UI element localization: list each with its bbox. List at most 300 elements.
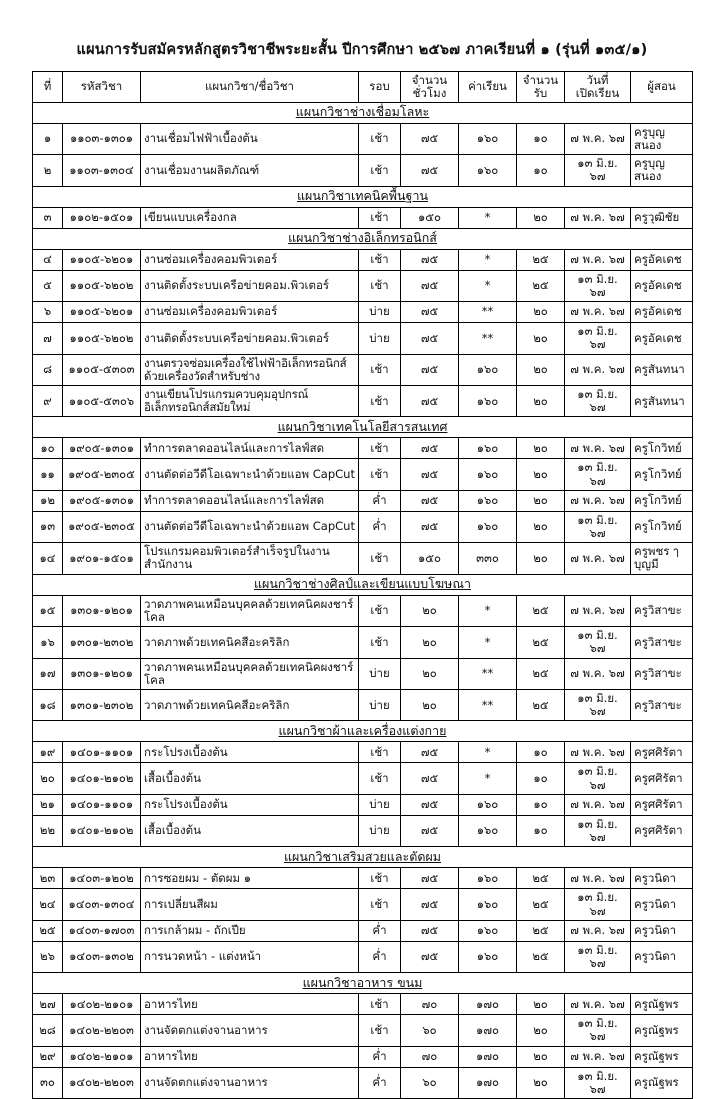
- cell-hours: ๗๕: [401, 868, 459, 889]
- column-header-hours-line1: จำนวน: [411, 73, 448, 87]
- cell-fee: ๑๖๐: [459, 123, 517, 154]
- cell-seats: ๒๕: [517, 595, 565, 626]
- table-row: [33, 920, 693, 941]
- cell-hours: ๗๕: [401, 302, 459, 323]
- cell-no: ๑๙: [33, 742, 63, 763]
- cell-seats: ๑๐: [517, 815, 565, 846]
- cell-seats: ๒๕: [517, 249, 565, 270]
- cell-round: ค่ำ: [359, 941, 401, 972]
- cell-no: ๒: [33, 155, 63, 186]
- cell-hours: ๗๕: [401, 155, 459, 186]
- cell-code: ๑๔๐๑-๒๑๐๒: [63, 763, 141, 794]
- cell-no: ๒๑: [33, 794, 63, 815]
- cell-hours: ๑๕๐: [401, 543, 459, 574]
- cell-hours: ๗๕: [401, 794, 459, 815]
- cell-course-name: การเกล้าผม - ถักเปีย: [141, 920, 359, 941]
- cell-start-date: ๑๓ มิ.ย. ๖๗: [565, 941, 631, 972]
- page-title: แผนการรับสมัครหลักสูตรวิชาชีพระยะสั้น ปีการศึกษา ๒๕๖๗ ภาคเรียนที่ ๑ (รุ่นที่ ๑๓๕/๑): [76, 42, 648, 58]
- cell-teacher: ครูศศิรัตา: [631, 763, 693, 794]
- cell-teacher: ครูณัฐพร: [631, 1015, 693, 1046]
- column-header-hours-line2: ชั่วโมง: [412, 85, 447, 100]
- cell-no: ๑๐: [33, 438, 63, 459]
- cell-round: ค่ำ: [359, 920, 401, 941]
- cell-code: ๑๔๐๓-๑๒๐๒: [63, 868, 141, 889]
- cell-teacher: ครูณัฐพร: [631, 994, 693, 1015]
- cell-course-name: งานติดตั้งระบบเครือข่ายคอม.พิวเตอร์: [141, 270, 359, 301]
- cell-course-name: ทำการตลาดออนไลน์และการไลฟ์สด: [141, 490, 359, 511]
- cell-no: ๑๑: [33, 459, 63, 490]
- cell-course-name: อาหารไทย: [141, 1046, 359, 1067]
- cell-fee: ๑๖๐: [459, 438, 517, 459]
- cell-hours: ๗๕: [401, 438, 459, 459]
- cell-round: บ่าย: [359, 658, 401, 689]
- cell-code: ๑๔๐๒-๒๒๐๓: [63, 1015, 141, 1046]
- cell-hours: ๗๕: [401, 941, 459, 972]
- cell-seats: ๒๕: [517, 658, 565, 689]
- cell-seats: ๒๕: [517, 920, 565, 941]
- cell-round: เช้า: [359, 385, 401, 416]
- cell-course-name: งานจัดตกแต่งจานอาหาร: [141, 1015, 359, 1046]
- cell-teacher: ครูวนิดา: [631, 889, 693, 920]
- column-header-name: แผนกวิชา/ชื่อวิชา: [141, 72, 359, 103]
- cell-round: เช้า: [359, 249, 401, 270]
- cell-start-date: ๑๓ มิ.ย. ๖๗: [565, 323, 631, 354]
- cell-start-date: ๑๓ มิ.ย. ๖๗: [565, 889, 631, 920]
- cell-code: ๑๑๐๕-๖๒๐๑: [63, 302, 141, 323]
- cell-code: ๑๙๐๕-๒๓๐๕: [63, 511, 141, 542]
- cell-fee: ๓๓๐: [459, 543, 517, 574]
- table-row: [33, 889, 693, 920]
- cell-course-name: งานเชื่อมงานผลิตภัณฑ์: [141, 155, 359, 186]
- cell-code: ๑๔๐๑-๑๑๐๑: [63, 794, 141, 815]
- table-row: [33, 1015, 693, 1046]
- cell-teacher: ครูพชร ๅ บุญมี: [631, 543, 693, 574]
- cell-no: ๙: [33, 385, 63, 416]
- cell-fee: *: [459, 763, 517, 794]
- cell-hours: ๒๐: [401, 690, 459, 721]
- cell-start-date: ๗ พ.ค. ๖๗: [565, 543, 631, 574]
- cell-seats: ๒๐: [517, 459, 565, 490]
- cell-hours: ๗๕: [401, 742, 459, 763]
- cell-round: บ่าย: [359, 794, 401, 815]
- cell-hours: ๒๐: [401, 627, 459, 658]
- cell-teacher: ครูวนิดา: [631, 920, 693, 941]
- cell-fee: ๑๖๐: [459, 155, 517, 186]
- cell-round: เช้า: [359, 270, 401, 301]
- cell-start-date: ๗ พ.ค. ๖๗: [565, 742, 631, 763]
- cell-code: ๑๔๐๒-๒๑๐๑: [63, 1046, 141, 1067]
- cell-code: ๑๔๐๑-๒๑๐๒: [63, 815, 141, 846]
- cell-code: ๑๑๐๕-๕๓๐๖: [63, 385, 141, 416]
- cell-no: ๑๓: [33, 511, 63, 542]
- column-header-no: ที่: [33, 72, 63, 103]
- cell-hours: ๗๕: [401, 354, 459, 385]
- cell-no: ๑๗: [33, 658, 63, 689]
- cell-seats: ๒๐: [517, 1046, 565, 1067]
- cell-hours: ๗๕: [401, 815, 459, 846]
- cell-course-name: วาดภาพด้วยเทคนิคสีอะคริลิก: [141, 627, 359, 658]
- cell-code: ๑๔๐๓-๑๗๐๓: [63, 920, 141, 941]
- cell-fee: ๑๖๐: [459, 794, 517, 815]
- cell-hours: ๗๕: [401, 323, 459, 354]
- cell-hours: ๗๐: [401, 1046, 459, 1067]
- cell-teacher: ครูอัคเดช: [631, 302, 693, 323]
- cell-round: บ่าย: [359, 323, 401, 354]
- cell-no: ๕: [33, 270, 63, 301]
- cell-teacher: ครูอัคเดช: [631, 249, 693, 270]
- cell-start-date: ๑๓ มิ.ย. ๖๗: [565, 815, 631, 846]
- cell-code: ๑๙๐๕-๒๓๐๕: [63, 459, 141, 490]
- cell-hours: ๑๕๐: [401, 207, 459, 228]
- cell-code: ๑๓๐๑-๒๓๐๒: [63, 627, 141, 658]
- cell-start-date: ๑๓ มิ.ย. ๖๗: [565, 155, 631, 186]
- table-row: [33, 511, 693, 542]
- cell-round: เช้า: [359, 459, 401, 490]
- cell-seats: ๒๐: [517, 207, 565, 228]
- cell-round: ค่ำ: [359, 511, 401, 542]
- table-row: [33, 490, 693, 511]
- cell-start-date: ๑๓ มิ.ย. ๖๗: [565, 690, 631, 721]
- department-group-row: [33, 417, 693, 438]
- cell-hours: ๗๕: [401, 763, 459, 794]
- cell-teacher: ครูวิสาขะ: [631, 627, 693, 658]
- table-row: [33, 323, 693, 354]
- cell-code: ๑๔๐๑-๑๑๐๑: [63, 742, 141, 763]
- department-group-row: [33, 186, 693, 207]
- cell-fee: **: [459, 302, 517, 323]
- table-row: [33, 658, 693, 689]
- cell-round: บ่าย: [359, 302, 401, 323]
- cell-no: ๑๔: [33, 543, 63, 574]
- cell-code: ๑๙๐๕-๑๓๐๑: [63, 490, 141, 511]
- cell-start-date: ๑๓ มิ.ย. ๖๗: [565, 385, 631, 416]
- cell-no: ๒๖: [33, 941, 63, 972]
- cell-course-name: เสื้อเบื้องต้น: [141, 763, 359, 794]
- cell-round: ค่ำ: [359, 490, 401, 511]
- cell-code: ๑๙๐๕-๑๓๐๑: [63, 438, 141, 459]
- cell-round: ค่ำ: [359, 1067, 401, 1098]
- cell-course-name: งานจัดตกแต่งจานอาหาร: [141, 1067, 359, 1098]
- cell-hours: ๒๐: [401, 658, 459, 689]
- cell-round: เช้า: [359, 354, 401, 385]
- course-schedule-table: [32, 71, 693, 1099]
- cell-course-name: กระโปรงเบื้องต้น: [141, 742, 359, 763]
- cell-round: เช้า: [359, 543, 401, 574]
- cell-seats: ๒๐: [517, 1015, 565, 1046]
- cell-code: ๑๑๐๓-๑๓๐๑: [63, 123, 141, 154]
- cell-course-name: วาดภาพคนเหมือนบุคคลด้วยเทคนิคผงชาร์โคล: [141, 595, 359, 626]
- cell-hours: ๗๕: [401, 511, 459, 542]
- cell-start-date: ๗ พ.ค. ๖๗: [565, 490, 631, 511]
- column-header-seats-line2: รับ: [533, 85, 548, 100]
- department-group-row: [33, 973, 693, 994]
- department-group-row: [33, 228, 693, 249]
- cell-start-date: ๑๓ มิ.ย. ๖๗: [565, 511, 631, 542]
- cell-teacher: ครูอัคเดช: [631, 323, 693, 354]
- cell-no: ๖: [33, 302, 63, 323]
- cell-seats: ๒๕: [517, 270, 565, 301]
- cell-code: ๑๙๐๑-๑๕๐๑: [63, 543, 141, 574]
- cell-seats: ๒๐: [517, 543, 565, 574]
- cell-no: ๒๔: [33, 889, 63, 920]
- department-group-label: แผนกวิชาผ้าและเครื่องแต่งกาย: [33, 721, 693, 742]
- cell-teacher: ครูโกวิทย์: [631, 438, 693, 459]
- department-group-row: [33, 847, 693, 868]
- cell-course-name: การซอยผม - ตัดผม ๑: [141, 868, 359, 889]
- table-body: [33, 102, 693, 1098]
- cell-teacher: ครูวิสาขะ: [631, 690, 693, 721]
- cell-hours: ๗๕: [401, 490, 459, 511]
- cell-course-name: ทำการตลาดออนไลน์และการไลฟ์สด: [141, 438, 359, 459]
- cell-teacher: ครูวนิดา: [631, 868, 693, 889]
- cell-start-date: ๗ พ.ค. ๖๗: [565, 994, 631, 1015]
- cell-teacher: ครูศศิรัตา: [631, 742, 693, 763]
- cell-fee: ๑๖๐: [459, 511, 517, 542]
- cell-fee: *: [459, 249, 517, 270]
- cell-fee: *: [459, 595, 517, 626]
- cell-seats: ๒๐: [517, 302, 565, 323]
- cell-teacher: ครูโกวิทย์: [631, 459, 693, 490]
- cell-hours: ๗๕: [401, 459, 459, 490]
- cell-course-name: การเปลี่ยนสีผม: [141, 889, 359, 920]
- cell-code: ๑๔๐๒-๒๒๐๓: [63, 1067, 141, 1098]
- cell-start-date: ๗ พ.ค. ๖๗: [565, 595, 631, 626]
- table-row: [33, 794, 693, 815]
- cell-teacher: ครูอัคเดช: [631, 270, 693, 301]
- cell-round: เช้า: [359, 994, 401, 1015]
- table-row: [33, 868, 693, 889]
- cell-seats: ๑๐: [517, 763, 565, 794]
- cell-seats: ๒๐: [517, 385, 565, 416]
- cell-course-name: โปรแกรมคอมพิวเตอร์สำเร็จรูปในงานสำนักงาน: [141, 543, 359, 574]
- cell-seats: ๒๕: [517, 868, 565, 889]
- cell-round: เช้า: [359, 868, 401, 889]
- cell-fee: ๑๖๐: [459, 920, 517, 941]
- department-group-label: แผนกวิชาช่างเชื่อมโลหะ: [33, 102, 693, 123]
- cell-seats: ๑๐: [517, 123, 565, 154]
- cell-start-date: ๗ พ.ค. ๖๗: [565, 302, 631, 323]
- cell-start-date: ๑๓ มิ.ย. ๖๗: [565, 763, 631, 794]
- cell-code: ๑๑๐๒-๑๕๐๑: [63, 207, 141, 228]
- cell-fee: ๑๖๐: [459, 815, 517, 846]
- cell-round: เช้า: [359, 438, 401, 459]
- table-row: [33, 207, 693, 228]
- cell-code: ๑๑๐๕-๕๓๐๓: [63, 354, 141, 385]
- table-row: [33, 155, 693, 186]
- cell-no: ๓: [33, 207, 63, 228]
- cell-fee: *: [459, 270, 517, 301]
- table-row: [33, 270, 693, 301]
- cell-no: ๑๒: [33, 490, 63, 511]
- table-row: [33, 941, 693, 972]
- cell-course-name: งานเขียนโปรแกรมควบคุมอุปกรณ์อิเล็กทรอนิกส์สมัยใหม่: [141, 385, 359, 416]
- cell-seats: ๒๐: [517, 354, 565, 385]
- cell-fee: ๑๖๐: [459, 459, 517, 490]
- cell-code: ๑๑๐๓-๑๓๐๔: [63, 155, 141, 186]
- cell-fee: ๑๖๐: [459, 941, 517, 972]
- cell-fee: ๑๖๐: [459, 490, 517, 511]
- table-row: [33, 994, 693, 1015]
- cell-hours: ๖๐: [401, 1015, 459, 1046]
- cell-no: ๑๕: [33, 595, 63, 626]
- cell-teacher: ครูศศิรัตา: [631, 794, 693, 815]
- cell-round: เช้า: [359, 207, 401, 228]
- cell-course-name: เขียนแบบเครื่องกล: [141, 207, 359, 228]
- cell-round: เช้า: [359, 595, 401, 626]
- cell-no: ๒๒: [33, 815, 63, 846]
- cell-course-name: เสื้อเบื้องต้น: [141, 815, 359, 846]
- table-row: [33, 1067, 693, 1098]
- cell-round: เช้า: [359, 155, 401, 186]
- cell-teacher: ครูวุฒิชัย: [631, 207, 693, 228]
- column-header-teacher: ผู้สอน: [631, 72, 693, 103]
- cell-teacher: ครูบุญสนอง: [631, 155, 693, 186]
- cell-teacher: ครูบุญสนอง: [631, 123, 693, 154]
- cell-code: ๑๓๐๑-๑๒๐๑: [63, 658, 141, 689]
- department-group-row: [33, 721, 693, 742]
- cell-hours: ๖๐: [401, 1067, 459, 1098]
- cell-round: เช้า: [359, 627, 401, 658]
- cell-hours: ๗๕: [401, 270, 459, 301]
- cell-course-name: งานซ่อมเครื่องคอมพิวเตอร์: [141, 249, 359, 270]
- cell-seats: ๒๐: [517, 994, 565, 1015]
- cell-hours: ๗๕: [401, 889, 459, 920]
- cell-start-date: ๑๓ มิ.ย. ๖๗: [565, 270, 631, 301]
- cell-code: ๑๔๐๒-๒๑๐๑: [63, 994, 141, 1015]
- column-header-date: [565, 72, 631, 103]
- cell-fee: **: [459, 323, 517, 354]
- cell-teacher: ครูวิสาขะ: [631, 595, 693, 626]
- cell-fee: **: [459, 690, 517, 721]
- cell-no: ๘: [33, 354, 63, 385]
- cell-fee: ๑๖๐: [459, 354, 517, 385]
- cell-start-date: ๗ พ.ค. ๖๗: [565, 354, 631, 385]
- cell-start-date: ๗ พ.ค. ๖๗: [565, 658, 631, 689]
- cell-hours: ๗๕: [401, 249, 459, 270]
- cell-teacher: ครูสันทนา: [631, 354, 693, 385]
- cell-fee: ๑๗๐: [459, 1067, 517, 1098]
- cell-fee: *: [459, 742, 517, 763]
- department-group-row: [33, 102, 693, 123]
- department-group-row: [33, 574, 693, 595]
- cell-start-date: ๗ พ.ค. ๖๗: [565, 249, 631, 270]
- cell-round: เช้า: [359, 742, 401, 763]
- table-row: [33, 543, 693, 574]
- cell-course-name: อาหารไทย: [141, 994, 359, 1015]
- cell-fee: ๑๖๐: [459, 889, 517, 920]
- cell-start-date: ๗ พ.ค. ๖๗: [565, 868, 631, 889]
- table-row: [33, 438, 693, 459]
- cell-no: ๒๓: [33, 868, 63, 889]
- cell-round: เช้า: [359, 763, 401, 794]
- cell-start-date: ๗ พ.ค. ๖๗: [565, 207, 631, 228]
- table-row: [33, 1046, 693, 1067]
- cell-course-name: งานตัดต่อวีดีโอเฉพาะนำด้วยแอพ CapCut: [141, 459, 359, 490]
- department-group-label: แผนกวิชาเทคโนโลยีสารสนเทศ: [33, 417, 693, 438]
- cell-course-name: งานติดตั้งระบบเครือข่ายคอม.พิวเตอร์: [141, 323, 359, 354]
- cell-seats: ๑๐: [517, 794, 565, 815]
- cell-course-name: งานตัดต่อวีดีโอเฉพาะนำด้วยแอพ CapCut: [141, 511, 359, 542]
- cell-seats: ๒๐: [517, 490, 565, 511]
- cell-round: ค่ำ: [359, 1046, 401, 1067]
- cell-teacher: ครูวิสาขะ: [631, 658, 693, 689]
- cell-no: ๒๙: [33, 1046, 63, 1067]
- cell-seats: ๒๕: [517, 690, 565, 721]
- cell-fee: ๑๗๐: [459, 1015, 517, 1046]
- cell-teacher: ครูศศิรัตา: [631, 815, 693, 846]
- table-row: [33, 627, 693, 658]
- column-header-date-line2: เปิดเรียน: [575, 85, 620, 100]
- cell-no: ๓๐: [33, 1067, 63, 1098]
- cell-code: ๑๑๐๕-๖๒๐๒: [63, 323, 141, 354]
- cell-round: เช้า: [359, 1015, 401, 1046]
- cell-course-name: การนวดหน้า - แต่งหน้า: [141, 941, 359, 972]
- cell-round: เช้า: [359, 889, 401, 920]
- cell-start-date: ๗ พ.ค. ๖๗: [565, 794, 631, 815]
- cell-course-name: งานตรวจซ่อมเครื่องใช้ไฟฟ้าอิเล็กทรอนิกส์ด้วยเครื่องวัดสำหรับช่าง: [141, 354, 359, 385]
- table-row: [33, 354, 693, 385]
- table-row: [33, 690, 693, 721]
- column-header-hours: [401, 72, 459, 103]
- column-header-date-line1: วันที่: [586, 73, 609, 87]
- cell-start-date: ๗ พ.ค. ๖๗: [565, 920, 631, 941]
- cell-round: บ่าย: [359, 690, 401, 721]
- cell-no: ๑๖: [33, 627, 63, 658]
- cell-seats: ๒๐: [517, 511, 565, 542]
- cell-seats: ๒๕: [517, 889, 565, 920]
- table-row: [33, 385, 693, 416]
- cell-start-date: ๑๓ มิ.ย. ๖๗: [565, 627, 631, 658]
- cell-course-name: งานเชื่อมไฟฟ้าเบื้องต้น: [141, 123, 359, 154]
- cell-seats: ๒๐: [517, 438, 565, 459]
- cell-code: ๑๔๐๓-๑๓๐๔: [63, 889, 141, 920]
- column-header-code: รหัสวิชา: [63, 72, 141, 103]
- table-row: [33, 249, 693, 270]
- cell-teacher: ครูณัฐพร: [631, 1046, 693, 1067]
- cell-no: ๗: [33, 323, 63, 354]
- cell-fee: ๑๖๐: [459, 868, 517, 889]
- cell-seats: ๒๕: [517, 941, 565, 972]
- cell-code: ๑๑๐๕-๖๒๐๑: [63, 249, 141, 270]
- cell-seats: ๑๐: [517, 742, 565, 763]
- cell-start-date: ๑๓ มิ.ย. ๖๗: [565, 1067, 631, 1098]
- cell-course-name: วาดภาพคนเหมือนบุคคลด้วยเทคนิคผงชาร์โคล: [141, 658, 359, 689]
- table-row: [33, 459, 693, 490]
- cell-teacher: ครูวนิดา: [631, 941, 693, 972]
- cell-fee: **: [459, 658, 517, 689]
- table-row: [33, 302, 693, 323]
- cell-course-name: วาดภาพด้วยเทคนิคสีอะคริลิก: [141, 690, 359, 721]
- cell-fee: *: [459, 207, 517, 228]
- cell-no: ๑: [33, 123, 63, 154]
- cell-code: ๑๓๐๑-๒๓๐๒: [63, 690, 141, 721]
- table-row: [33, 742, 693, 763]
- column-header-round: รอบ: [359, 72, 401, 103]
- table-row: [33, 123, 693, 154]
- cell-seats: ๒๕: [517, 627, 565, 658]
- cell-round: เช้า: [359, 123, 401, 154]
- cell-teacher: ครูโกวิทย์: [631, 490, 693, 511]
- table-row: [33, 763, 693, 794]
- cell-start-date: ๗ พ.ค. ๖๗: [565, 438, 631, 459]
- cell-fee: *: [459, 627, 517, 658]
- cell-hours: ๗๕: [401, 123, 459, 154]
- cell-course-name: กระโปรงเบื้องต้น: [141, 794, 359, 815]
- cell-no: ๒๕: [33, 920, 63, 941]
- cell-code: ๑๑๐๕-๖๒๐๒: [63, 270, 141, 301]
- cell-hours: ๗๕: [401, 920, 459, 941]
- cell-teacher: ครูณัฐพร: [631, 1067, 693, 1098]
